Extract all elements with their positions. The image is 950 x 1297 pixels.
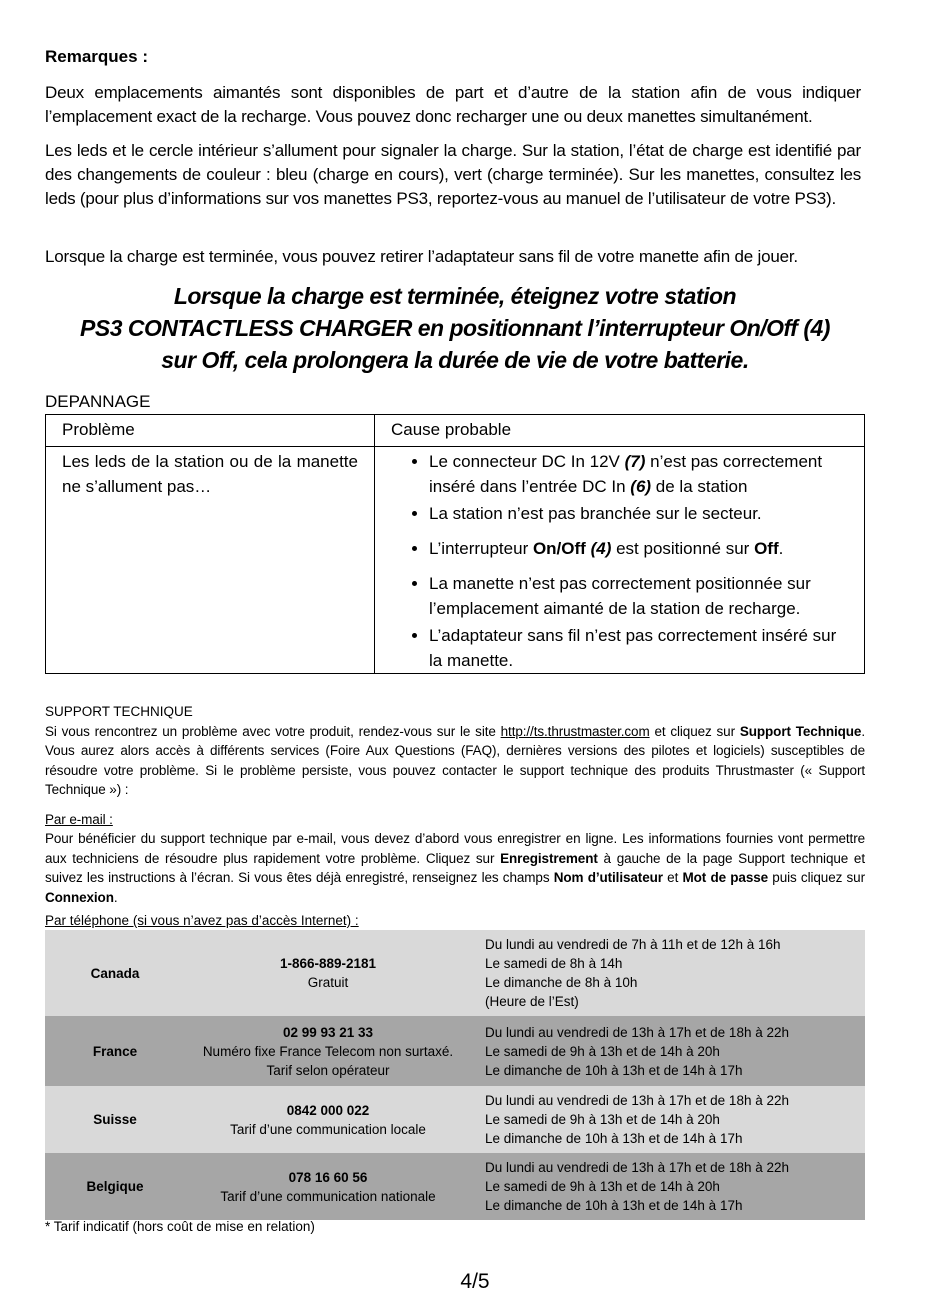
cause-item: [429, 536, 854, 561]
column-header-problem: Problème: [46, 415, 375, 447]
phone-contact: [185, 1168, 471, 1206]
email-paragraph: [45, 829, 865, 907]
email-bold: Nom d’utilisateur: [553, 870, 663, 885]
phone-country: Canada: [90, 965, 140, 981]
support-section: [45, 702, 865, 907]
troubleshooting-row: [46, 447, 865, 674]
phone-note: Numéro fixe France Telecom non surtaxé.: [202, 1043, 454, 1059]
cause-text: Le connecteur DC In 12V: [429, 452, 625, 471]
cause-ref: (4): [590, 539, 612, 558]
cause-bold: Off: [754, 539, 779, 558]
support-bold: Support Technique: [739, 723, 862, 739]
battery-notice: [45, 280, 865, 376]
phone-row-belgique: [45, 1153, 865, 1220]
troubleshooting-table: [45, 414, 865, 674]
causes-cell: [375, 447, 865, 674]
cause-text: L’interrupteur: [429, 539, 533, 558]
phone-hours: [471, 1091, 865, 1148]
phone-contact: [185, 1023, 471, 1080]
email-label: [45, 810, 865, 830]
depannage-heading: DEPANNAGE: [45, 392, 151, 411]
email-bold: Mot de passe: [682, 870, 769, 885]
phone-number: 0842 000 022: [286, 1102, 370, 1118]
phone-row-france: [45, 1016, 865, 1086]
cause-item: • La manette n’est pas correctement positionnée sur l’emplacement aimanté de la station de recharge.: [429, 571, 854, 621]
phone-hours: [471, 1158, 865, 1215]
cause-ref: (6): [630, 477, 652, 496]
notice-line-2: PS3 CONTACTLESS CHARGER en positionnant l’interrupteur On/Off (4): [80, 315, 830, 341]
column-header-cause: Cause probable: [375, 415, 865, 447]
troubleshooting-header-row: [46, 415, 865, 447]
phone-contact: [185, 1101, 471, 1139]
hours-line: Le dimanche de 8h à 10h: [485, 975, 638, 990]
email-text: puis cliquez sur: [768, 870, 865, 885]
support-text: et cliquez sur: [649, 723, 740, 739]
cause-item: • La station n’est pas branchée sur le secteur.: [429, 501, 854, 526]
phone-number: 078 16 60 56: [288, 1169, 368, 1185]
remarques-paragraph-3: Lorsque la charge est terminée, vous pouvez retirer l’adaptateur sans fil de votre manette afin de jouer.: [45, 247, 798, 266]
hours-line: Le samedi de 9h à 13h et de 14h à 20h: [485, 1179, 720, 1194]
phone-hours: [471, 935, 865, 1011]
phone-country: Belgique: [86, 1179, 144, 1194]
hours-line: Le dimanche de 10h à 13h et de 14h à 17h: [485, 1131, 743, 1146]
email-text: à gauche de la page Support technique et suivez les instructions à l’écran. Si vous êtes déjà enregistré, renseignez les champs: [45, 850, 865, 885]
phone-table: [45, 930, 865, 1220]
support-text: Si vous rencontrez un problème avec votre produit, rendez-vous sur le site: [45, 723, 501, 739]
cause-bold: On/Off: [532, 539, 586, 558]
page-number: 4/5: [460, 1270, 490, 1293]
email-bold: Enregistrement: [500, 850, 598, 866]
phone-label: Par téléphone (si vous n’avez pas d’accès Internet) :: [45, 913, 359, 928]
cause-item: [429, 449, 854, 499]
support-paragraph: [45, 722, 865, 800]
remarques-paragraph-2: Les leds et le cercle intérieur s’allument pour signaler la charge. Sur la station, l’état de charge est identifié par des changements de couleur : bleu (charge en cours), vert (charge terminée). Sur les manettes, consultez les leds (pour plus d’informations sur vos manettes PS3, reportez-vous au manuel de l’utilisateur de votre PS3).: [45, 141, 861, 208]
email-text: Pour bénéficier du support technique par e-mail, vous devez d’abord vous enregistrer en ligne. Les informations fournies vont permettre aux techniciens de résoudre plus rapidement votre problème. Cliquez sur: [45, 831, 865, 866]
hours-line: Du lundi au vendredi de 13h à 17h et de 18h à 22h: [485, 1024, 789, 1040]
problem-cell: Les leds de la station ou de la manette ne s’allument pas…: [46, 447, 375, 674]
hours-line: (Heure de l’Est): [485, 994, 579, 1009]
hours-line: Le samedi de 9h à 13h et de 14h à 20h: [485, 1112, 720, 1127]
phone-hours: [471, 1023, 865, 1080]
remarques-paragraph-1: Deux emplacements aimantés sont disponibles de part et d’autre de la station afin de vous indiquer l’emplacement exact de la recharge. Vous pouvez donc recharger une ou deux manettes simultanément.: [45, 83, 861, 126]
cause-text: .: [778, 539, 784, 558]
cause-item: • L’adaptateur sans fil n’est pas correctement inséré sur la manette.: [429, 623, 854, 673]
notice-line-3: sur Off, cela prolongera la durée de vie de votre batterie.: [161, 347, 749, 373]
phone-row-suisse: [45, 1086, 865, 1153]
support-site-link[interactable]: http://ts.thrustmaster.com: [500, 723, 650, 739]
cause-text: est positionné sur: [611, 539, 755, 558]
notice-line-1: Lorsque la charge est terminée, éteignez votre station: [173, 283, 737, 309]
phone-note: Tarif selon opérateur: [266, 1062, 390, 1078]
footnote: * Tarif indicatif (hors coût de mise en relation): [45, 1219, 315, 1234]
hours-line: Le dimanche de 10h à 13h et de 14h à 17h: [485, 1198, 743, 1213]
cause-ref: (7): [624, 452, 646, 471]
email-bold: Connexion: [45, 889, 114, 905]
hours-line: Du lundi au vendredi de 7h à 11h et de 12h à 16h: [485, 937, 781, 952]
cause-text: de la station: [651, 477, 748, 496]
phone-note: Tarif d’une communication locale: [230, 1121, 426, 1137]
causes-list: [399, 449, 854, 673]
hours-line: Le samedi de 8h à 14h: [485, 956, 623, 971]
email-label-text: Par e-mail :: [45, 811, 113, 827]
phone-note: Tarif d’une communication nationale: [220, 1188, 436, 1204]
hours-line: Le samedi de 9h à 13h et de 14h à 20h: [485, 1043, 720, 1059]
phone-row-canada: [45, 930, 865, 1016]
hours-line: Du lundi au vendredi de 13h à 17h et de 18h à 22h: [485, 1093, 789, 1108]
phone-number: 02 99 93 21 33: [282, 1024, 374, 1040]
phone-country: Suisse: [93, 1112, 137, 1127]
hours-line: Du lundi au vendredi de 13h à 17h et de 18h à 22h: [485, 1160, 789, 1175]
email-text: .: [113, 889, 118, 905]
phone-note: Gratuit: [307, 975, 349, 990]
cause-text: n’est pas correctement inséré dans l’entrée DC In: [429, 452, 823, 496]
hours-line: Le dimanche de 10h à 13h et de 14h à 17h: [485, 1062, 743, 1078]
phone-number: 1-866-889-2181: [279, 956, 377, 971]
support-text: . Vous aurez alors accès à différents services (Foire Aux Questions (FAQ), dernières versions des pilotes et logiciels) susceptibles de résoudre votre problème. Si le problème persiste, vous pouvez contacter le support technique des produits Thrustmaster (« Support Technique ») :: [45, 723, 865, 797]
remarques-heading: Remarques :: [45, 47, 148, 66]
phone-contact: [185, 954, 471, 992]
phone-country: France: [92, 1043, 138, 1059]
email-text: et: [662, 870, 683, 885]
support-heading: SUPPORT TECHNIQUE: [45, 704, 193, 719]
